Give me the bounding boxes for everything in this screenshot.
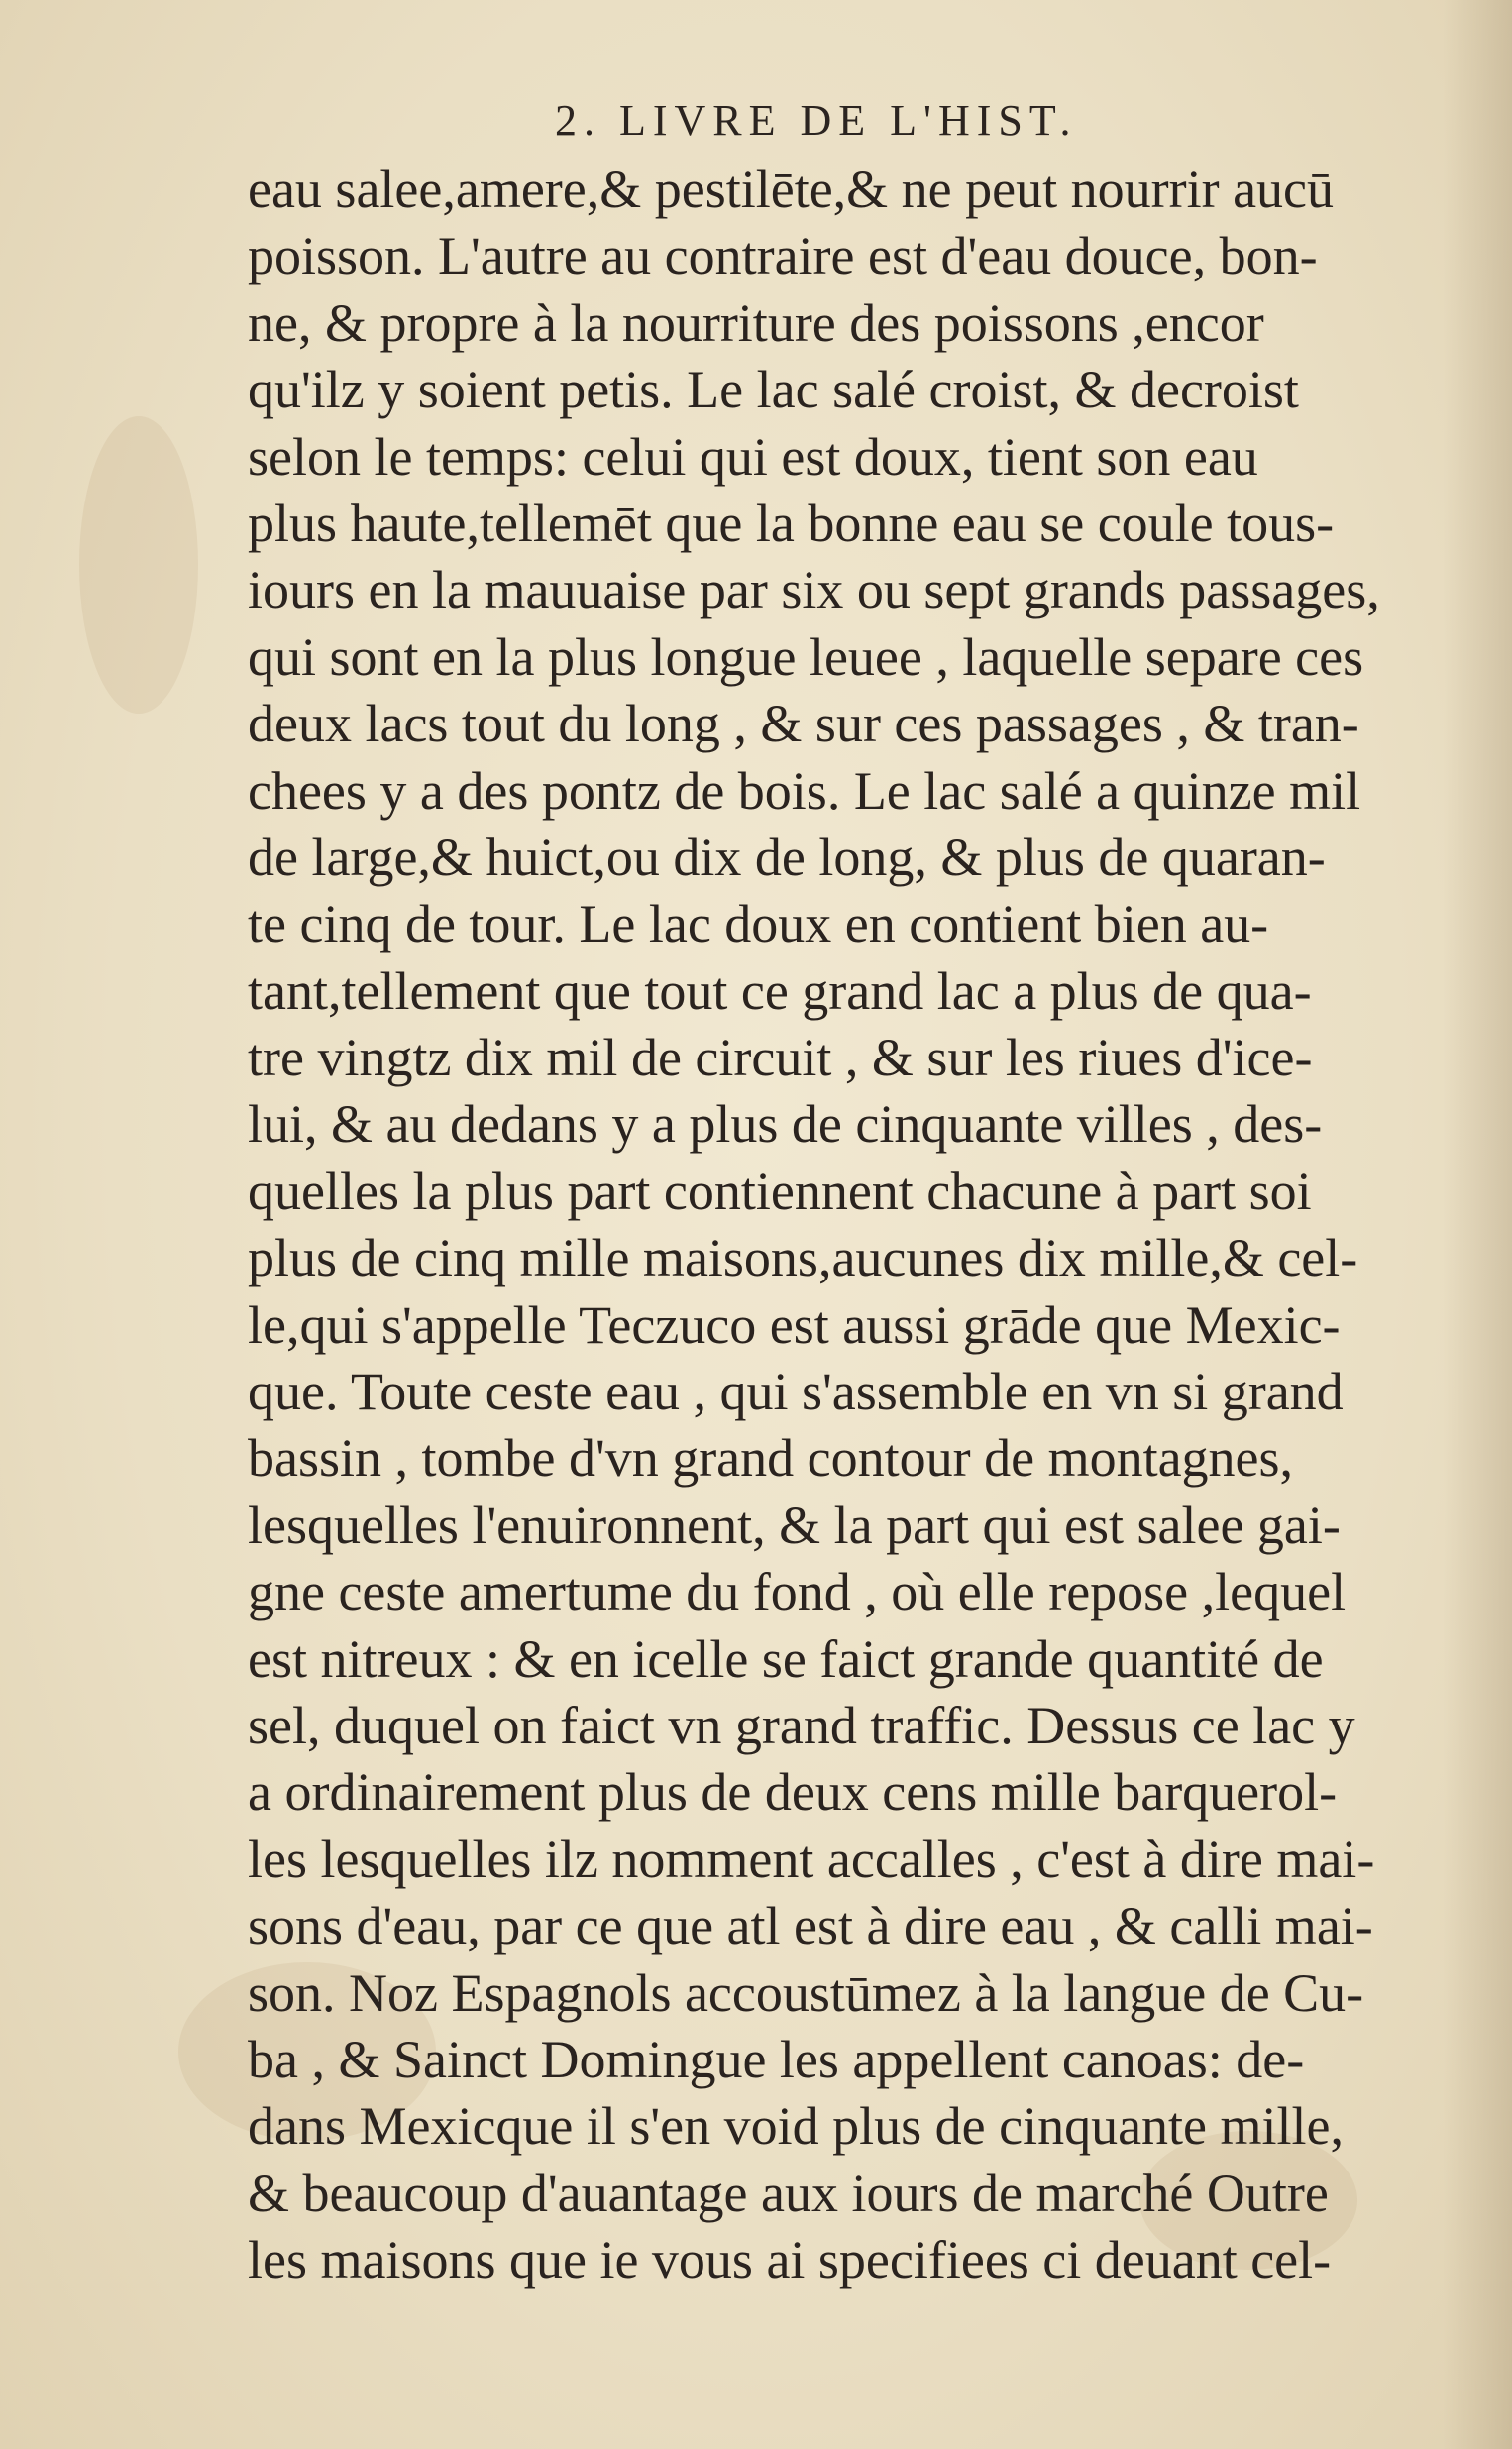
text-line: & beaucoup d'auantage aux iours de marché Outre (248, 2163, 1329, 2223)
text-line: les lesquelles ilz nomment accalles , c'est à dire mai- (248, 1829, 1375, 1889)
body-text (248, 157, 1457, 2294)
text-line: bassin , tombe d'vn grand contour de montagnes, (248, 1428, 1294, 1489)
text-line: le,qui s'appelle Teczuco est aussi grāde que Mexic- (248, 1294, 1341, 1355)
text-line: iours en la mauuaise par six ou sept grands passages, (248, 560, 1380, 620)
text-line: eau salee,amere,& pestilēte,& ne peut nourrir aucū (248, 160, 1335, 219)
text-line: sel, duquel on faict vn grand traffic. Dessus ce lac y (248, 1695, 1355, 1755)
text-line: qu'ilz y soient petis. Le lac salé croist, & decroist (248, 360, 1299, 420)
text-line: de large,& huict,ou dix de long, & plus de quaran- (248, 827, 1326, 887)
text-line: a ordinairement plus de deux cens mille barquerol- (248, 1762, 1338, 1823)
text-line: tre vingtz dix mil de circuit , & sur les riues d'ice- (248, 1028, 1313, 1088)
text-line: poisson. L'autre au contraire est d'eau douce, bon- (248, 226, 1318, 286)
text-line: chees y a des pontz de bois. Le lac salé a quinze mil (248, 760, 1361, 821)
text-line: les maisons que ie vous ai specifiees ci deuant cel- (248, 2230, 1332, 2290)
text-line: son. Noz Espagnols accoustūmez à la langue de Cu- (248, 1962, 1364, 2023)
paper-stain (79, 416, 198, 714)
text-line: sons d'eau, par ce que atl est à dire eau , & calli mai- (248, 1896, 1373, 1956)
text-line: gne ceste amertume du fond , où elle repose ,lequel (248, 1562, 1347, 1622)
text-line: plus haute,tellemēt que la bonne eau se coule tous- (248, 493, 1335, 553)
text-line: lui, & au dedans y a plus de cinquante villes , des- (248, 1094, 1323, 1155)
text-line: que. Toute ceste eau , qui s'assemble en vn si grand (248, 1362, 1344, 1422)
text-line: tant,tellement que tout ce grand lac a plus de qua- (248, 960, 1312, 1021)
text-line: ne, & propre à la nourriture des poissons ,encor (248, 292, 1264, 353)
text-line: selon le temps: celui qui est doux, tient son eau (248, 426, 1258, 487)
text-line: qui sont en la plus longue leuee , laquelle separe ces (248, 626, 1364, 687)
text-line: dans Mexicque il s'en void plus de cinquante mille, (248, 2096, 1344, 2157)
text-line: deux lacs tout du long , & sur ces passages , & tran- (248, 694, 1359, 754)
text-line: te cinq de tour. Le lac doux en contient bien au- (248, 894, 1269, 954)
text-line: quelles la plus part contiennent chacune à part soi (248, 1161, 1312, 1221)
text-line: ba , & Sainct Domingue les appellent canoas: de- (248, 2029, 1305, 2089)
text-line: est nitreux : & en icelle se faict grande quantité de (248, 1628, 1324, 1689)
running-head: 2. LIVRE DE L'HIST. (555, 96, 1078, 145)
text-line: plus de cinq mille maisons,aucunes dix mille,& cel- (248, 1228, 1358, 1288)
text-line: lesquelles l'enuironnent, & la part qui est salee gai- (248, 1495, 1341, 1555)
